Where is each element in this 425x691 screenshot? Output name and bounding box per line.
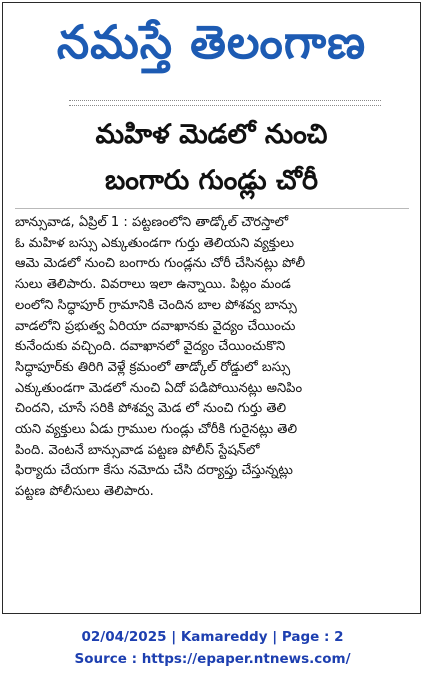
footer-date-edition: 02/04/2025 | Kamareddy | Page : 2 xyxy=(81,629,344,645)
headline-line-1: మహిళ మెడలో నుంచి xyxy=(95,119,328,150)
body-line: కునేందుకు వచ్చింది. దవాఖానలో వైద్యం చేయించుకొని xyxy=(15,339,286,355)
newspaper-masthead: నమస్తే తెలంగాణ xyxy=(56,15,367,69)
body-line: వాడలోని ప్రభుత్వ ఏరియా దవాఖానకు వైద్యం చేయించు xyxy=(15,318,296,334)
headline-line-2: బంగారు గుండ్లు చోరీ xyxy=(105,165,318,196)
body-line: పట్టణ పోలీసులు తెలిపారు. xyxy=(15,484,154,500)
body-line: ఆమె మెడలో నుంచి బంగారు గుండ్లను చోరీ చేసినట్లు పోలీ xyxy=(15,256,306,272)
body-line: ఫిర్యాదు చేయగా కేసు నమోదు చేసి దర్యాప్తు చేస్తున్నట్లు xyxy=(15,463,293,479)
headline-divider xyxy=(15,208,409,209)
body-line: సులు తెలిపారు. వివరాలు ఇలా ఉన్నాయి. పిట్లం మండ xyxy=(15,277,291,293)
body-line: చిందని, చూసే సరికి పోశవ్వ మెడ లో నుంచి గుర్తు తెలి xyxy=(15,401,287,417)
footer-source-link[interactable]: Source : https://epaper.ntnews.com/ xyxy=(74,651,351,667)
body-line: ఎక్కుతుండగా మెడలో నుంచి ఏదో పడిపోయినట్లు అనిపిం xyxy=(15,380,303,396)
clipping-frame xyxy=(2,2,421,614)
article-body xyxy=(15,213,411,503)
body-line: యని వ్యక్తులు ఏడు గ్రాముల గుండ్లు చోరీకి గురైనట్లు తెలి xyxy=(15,422,298,438)
dotted-divider xyxy=(69,100,381,106)
body-line: సిద్ధాపూర్‌కు తిరిగి వెళ్లే క్రమంలో తాడ్కోల్ రోడ్డులో బస్సు xyxy=(15,359,291,375)
body-line: ఓ మహిళ బస్సు ఎక్కుతుండగా గుర్తు తెలియని వ్యక్తులు xyxy=(15,235,294,251)
body-line: పింది. వెంటనే బాన్సువాడ పట్టణ పోలీస్ స్టేషన్‌లో xyxy=(15,442,260,458)
body-line: లంలోని సిద్ధాపూర్ గ్రామానికి చెందిన బాల పోశవ్వ బాన్సు xyxy=(15,297,297,313)
body-line: బాన్సువాడ, ఏప్రిల్ 1 : పట్టణంలోని తాడ్కోల్ చౌరస్తాలో xyxy=(15,215,289,230)
